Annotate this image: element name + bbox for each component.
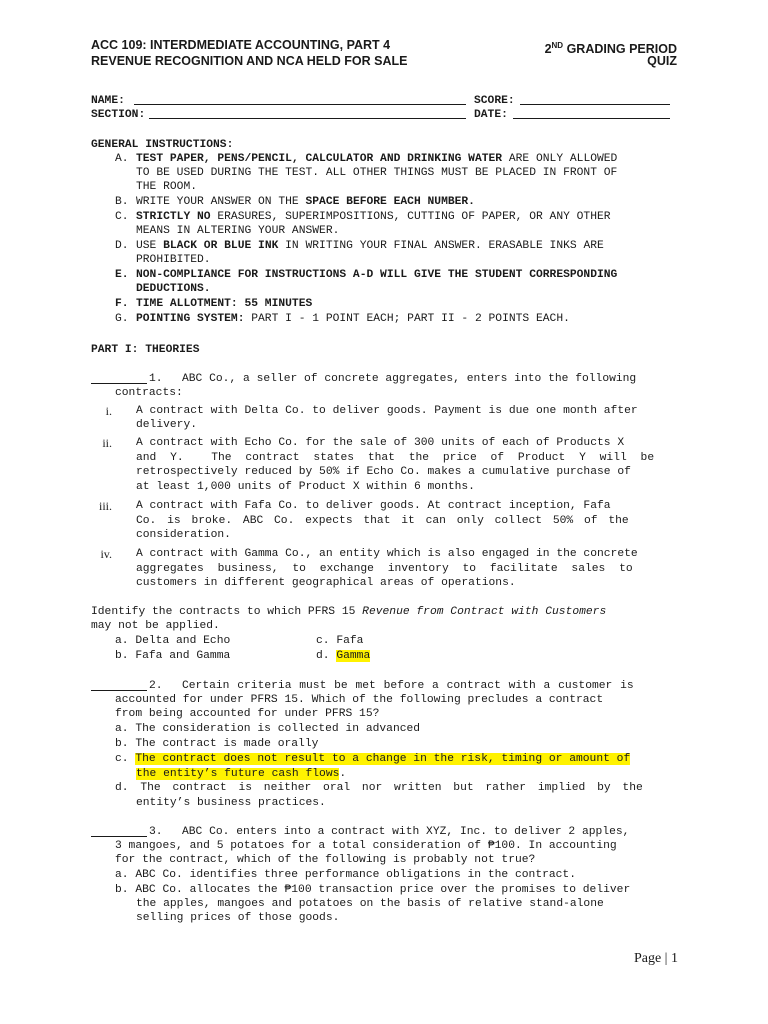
date-blank[interactable]: [513, 107, 670, 119]
q1-i-line1: A contract with Delta Co. to deliver goods. Payment is due one month after: [136, 405, 638, 417]
q1-roman-ii: ii.: [102, 436, 112, 450]
q1-stem-line2: may not be applied.: [91, 620, 220, 632]
q2-option-c-line2: [136, 767, 346, 782]
q3-option-b-line3: selling prices of those goods.: [136, 912, 340, 924]
q1-iv-block: [136, 547, 677, 591]
q1-ii-line3: retrospectively reduced by 50% if Echo Co. makes a cumulative purchase of: [136, 466, 631, 479]
instruction-e-label: E.: [115, 269, 129, 281]
instruction-c-rest1: ERASURES, SUPERIMPOSITIONS, CUTTING OF PAPER, OR ANY OTHER: [210, 211, 611, 223]
instruction-b-line: [136, 195, 475, 210]
q1-i-line2: delivery.: [136, 419, 198, 431]
instruction-a-line2: TO BE USED DURING THE TEST. ALL OTHER THINGS MUST BE PLACED IN FRONT OF: [136, 167, 618, 179]
q1-roman-iii: iii.: [98, 499, 112, 513]
instructions-heading: GENERAL INSTRUCTIONS:: [91, 139, 234, 151]
score-label: SCORE:: [474, 95, 515, 107]
instruction-e-line1: NON-COMPLIANCE FOR INSTRUCTIONS A-D WILL GIVE THE STUDENT CORRESPONDING: [136, 269, 618, 281]
instruction-a-rest1: ARE ONLY ALLOWED: [502, 153, 618, 165]
instruction-c-line1: [136, 210, 611, 225]
q1-option-a[interactable]: a. Delta and Echo: [115, 635, 231, 647]
q2-option-d-line2: entity’s business practices.: [136, 797, 326, 809]
q1-line1: ABC Co., a seller of concrete aggregates, enters into the following: [182, 373, 637, 385]
q1-iii-line3: consideration.: [136, 529, 231, 542]
instruction-g-rest: PART I - 1 POINT EACH; PART II - 2 POINTS EACH.: [244, 313, 570, 325]
q2-option-d[interactable]: d. The contract is neither oral nor written but rather implied by the: [115, 782, 643, 794]
q1-option-d-label: d.: [316, 650, 337, 662]
q1-stem-italic: Revenue from Contract with Customers: [362, 606, 607, 618]
q1-option-b[interactable]: b. Fafa and Gamma: [115, 650, 231, 662]
instruction-f-label: F.: [115, 298, 129, 310]
instruction-g-bold: POINTING SYSTEM:: [136, 313, 245, 325]
instruction-c-line2: MEANS IN ALTERING YOUR ANSWER.: [136, 225, 340, 237]
q1-iv-line1: A contract with Gamma Co., an entity which is also engaged in the concrete: [136, 548, 638, 560]
q2-option-c-label: c.: [115, 753, 136, 765]
q2-option-c[interactable]: [115, 752, 630, 767]
q2-option-c-end: .: [339, 768, 347, 780]
instruction-g-line: [136, 312, 570, 327]
q1-option-d-highlighted: Gamma: [336, 650, 371, 662]
instruction-d-text: USE: [136, 240, 164, 252]
q3-line3: for the contract, which of the following is probably not true?: [115, 854, 536, 866]
score-blank[interactable]: [520, 93, 670, 105]
part1-heading: PART I: THEORIES: [91, 344, 200, 356]
q1-iii-block: [136, 499, 677, 543]
name-field: [91, 94, 125, 109]
q1-answer-blank[interactable]: [91, 372, 147, 384]
instruction-b-text: WRITE YOUR ANSWER ON THE: [136, 196, 306, 208]
q1-number: 1.: [149, 373, 163, 385]
date-field: [474, 108, 508, 123]
q3-option-b[interactable]: b. ABC Co. allocates the ₱100 transaction price over the promises to deliver: [115, 884, 631, 896]
q1-iii-line2: Co. is broke. ABC Co. expects that it can only collect 50% of the: [136, 514, 629, 527]
instruction-g-label: G.: [115, 313, 129, 325]
q1-option-c[interactable]: c. Fafa: [316, 635, 364, 647]
q1-line2: contracts:: [115, 387, 183, 399]
q2-option-c-highlighted-1: The contract does not result to a change in the risk, timing or amount of: [135, 753, 631, 765]
q3-answer-blank[interactable]: [91, 825, 147, 837]
q1-roman-iv: iv.: [100, 547, 112, 561]
name-label: NAME:: [91, 95, 125, 107]
q1-iii-line1: A contract with Fafa Co. to deliver goods. At contract inception, Fafa: [136, 500, 611, 512]
instruction-a-bold: TEST PAPER, PENS/PENCIL, CALCULATOR AND DRINKING WATER: [136, 153, 503, 165]
instruction-a-label: A.: [115, 153, 129, 165]
q1-stem-line1: [91, 605, 606, 620]
q1-iv-line3: customers in different geographical areas of operations.: [136, 577, 516, 590]
q1-option-d[interactable]: [316, 649, 370, 664]
page-number: Page | 1: [633, 951, 678, 966]
q1-stem-text: Identify the contracts to which PFRS 15: [91, 606, 363, 618]
instruction-c-bold: STRICTLY NO: [136, 211, 211, 223]
period-number: 2: [544, 42, 552, 57]
q2-line1: Certain criteria must be met before a contract with a customer is: [182, 680, 634, 692]
instruction-d-line1: [136, 239, 604, 254]
section-blank[interactable]: [149, 107, 466, 119]
quiz-label: QUIZ: [647, 54, 677, 68]
q1-ii-line2: and Y. The contract states that the price of Product Y will be: [136, 451, 655, 464]
q1-ii-line1: A contract with Echo Co. for the sale of 300 units of each of Products X: [136, 437, 625, 449]
q3-number: 3.: [149, 826, 163, 838]
instruction-f-line: TIME ALLOTMENT: 55 MINUTES: [136, 298, 313, 310]
q3-option-b-line2: the apples, mangoes and potatoes on the basis of relative stand-alone: [136, 898, 604, 910]
instruction-d-bold: BLACK OR BLUE INK: [163, 240, 279, 252]
name-blank[interactable]: [134, 93, 466, 105]
q2-option-c-highlighted-2: the entity’s future cash flows: [136, 768, 340, 780]
period-superscript: ND: [551, 41, 564, 50]
instruction-d-line2: PROHIBITED.: [136, 254, 211, 266]
q2-line2: accounted for under PFRS 15. Which of the following precludes a contract: [115, 694, 604, 706]
q1-roman-i: i.: [105, 404, 112, 418]
q3-line2: 3 mangoes, and 5 potatoes for a total consideration of ₱100. In accounting: [115, 840, 617, 852]
date-label: DATE:: [474, 109, 508, 121]
q2-option-a[interactable]: a. The consideration is collected in advanced: [115, 723, 421, 735]
instruction-d-label: D.: [115, 240, 129, 252]
instruction-b-label: B.: [115, 196, 129, 208]
q2-number: 2.: [149, 680, 163, 692]
q1-ii-line4: at least 1,000 units of Product X within 6 months.: [136, 480, 475, 493]
course-topic: REVENUE RECOGNITION AND NCA HELD FOR SALE: [91, 54, 408, 68]
q2-answer-blank[interactable]: [91, 679, 147, 691]
score-field: [474, 94, 515, 109]
q2-option-b[interactable]: b. The contract is made orally: [115, 738, 319, 750]
section-label: SECTION:: [91, 109, 146, 121]
q1-iv-line2: aggregates business, to exchange inventory to facilitate sales to: [136, 562, 633, 575]
q1-ii-block: [136, 436, 677, 494]
instruction-a-line3: THE ROOM.: [136, 181, 198, 193]
instruction-d-rest1: IN WRITING YOUR FINAL ANSWER. ERASABLE INKS ARE: [278, 240, 604, 252]
q2-line3: from being accounted for under PFRS 15?: [115, 708, 380, 720]
period-label: GRADING PERIOD: [563, 42, 677, 57]
q3-option-a[interactable]: a. ABC Co. identifies three performance obligations in the contract.: [115, 869, 576, 881]
q3-line1: ABC Co. enters into a contract with XYZ, Inc. to deliver 2 apples,: [182, 826, 630, 838]
instruction-a-line1: [136, 152, 617, 167]
course-title: ACC 109: INTERDMEDIATE ACCOUNTING, PART 4: [91, 38, 391, 52]
instruction-b-bold: SPACE BEFORE EACH NUMBER.: [305, 196, 475, 208]
section-field: [91, 108, 145, 123]
instruction-e-line2: DEDUCTIONS.: [136, 283, 211, 295]
instruction-c-label: C.: [115, 211, 129, 223]
